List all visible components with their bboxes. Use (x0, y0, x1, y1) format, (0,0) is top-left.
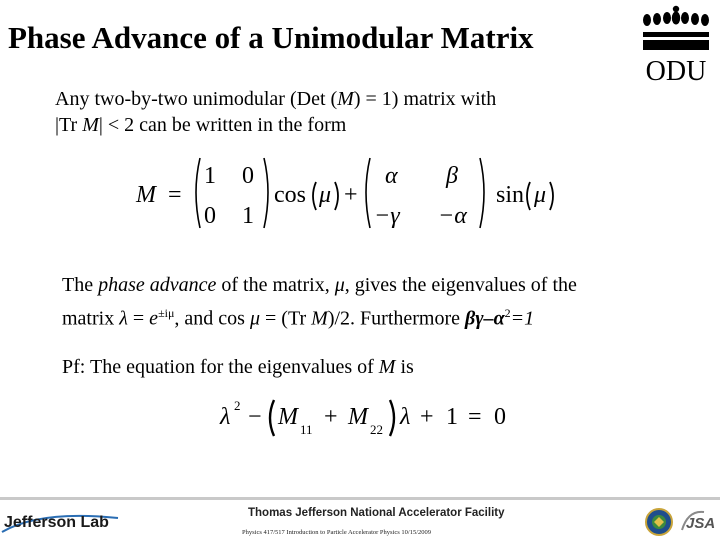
eq2-minus: − (248, 404, 262, 430)
eq2-sub22: 22 (370, 422, 383, 437)
course-footnote: Physics 417/517 Introduction to Particle Accelerator Physics 10/15/2009 (242, 529, 432, 536)
eq2-plus: + (324, 404, 338, 430)
odu-logo-text: ODU (645, 56, 707, 84)
odu-logo (636, 4, 716, 84)
twiss-cell: α (385, 163, 398, 189)
plus-sign: + (344, 182, 358, 208)
facility-name: Thomas Jefferson National Accelerator Facility (248, 507, 505, 519)
eq2-one: 1 (446, 404, 458, 430)
eq2-square: 2 (234, 398, 241, 413)
twiss-cell: −α (438, 203, 467, 229)
identity-cell: 1 (242, 203, 254, 229)
phase-advance-paragraph (62, 271, 577, 333)
eq2-zero: 0 (494, 404, 506, 430)
phase-line-1: The phase advance of the matrix, μ, gives the eigenvalues of the (62, 274, 577, 296)
footer-divider (0, 497, 720, 500)
matrix-equation (130, 152, 580, 238)
phase-line-2: matrix $\lambda = e^{\pm i\mu}$, and cos μ = (Tr M)/2. Furthermore $\beta\gamma-\alpha^2=1$ (62, 306, 535, 330)
identity-cell: 1 (204, 163, 216, 189)
intro-paragraph (55, 86, 496, 138)
jsa-logo-text: JSA (686, 515, 716, 532)
intro-line-2: |Tr M| < 2 can be written in the form (55, 114, 347, 136)
intro-line-1: Any two-by-two unimodular (Det (M) = 1) matrix with (55, 88, 497, 110)
twiss-left-bracket (366, 158, 370, 228)
eq1-lhs: M (136, 182, 156, 208)
cos-label: cos (274, 182, 306, 208)
twiss-cell: β (446, 163, 458, 189)
doe-seal-icon (645, 508, 673, 536)
twiss-right-bracket (480, 158, 484, 228)
twiss-cell: −γ (374, 203, 400, 229)
odu-crown-icon (643, 6, 709, 50)
cos-argument: μ (319, 182, 332, 208)
sin-argument: μ (534, 182, 547, 208)
identity-cell: 0 (204, 203, 216, 229)
eq2-m11: M (278, 404, 298, 430)
sin-label: sin (496, 182, 525, 208)
slide-title: Phase Advance of a Unimodular Matrix (8, 20, 534, 55)
identity-left-bracket (196, 158, 200, 228)
identity-right-bracket (264, 158, 268, 228)
eq2-sub11: 11 (300, 422, 313, 437)
eq1-equals: = (168, 182, 182, 208)
eq2-equals: = (468, 404, 482, 430)
eq2-lambda: λ (220, 404, 231, 430)
proof-paragraph: Pf: The equation for the eigenvalues of M is (62, 356, 414, 378)
eigenvalue-equation (214, 394, 514, 440)
jefferson-lab-logo: Jefferson Lab (4, 514, 109, 531)
eq2-lambda2: λ (400, 404, 411, 430)
identity-cell: 0 (242, 163, 254, 189)
eq2-m22: M (348, 404, 368, 430)
jsa-logo (678, 506, 718, 536)
eq2-plus1: + (420, 404, 434, 430)
